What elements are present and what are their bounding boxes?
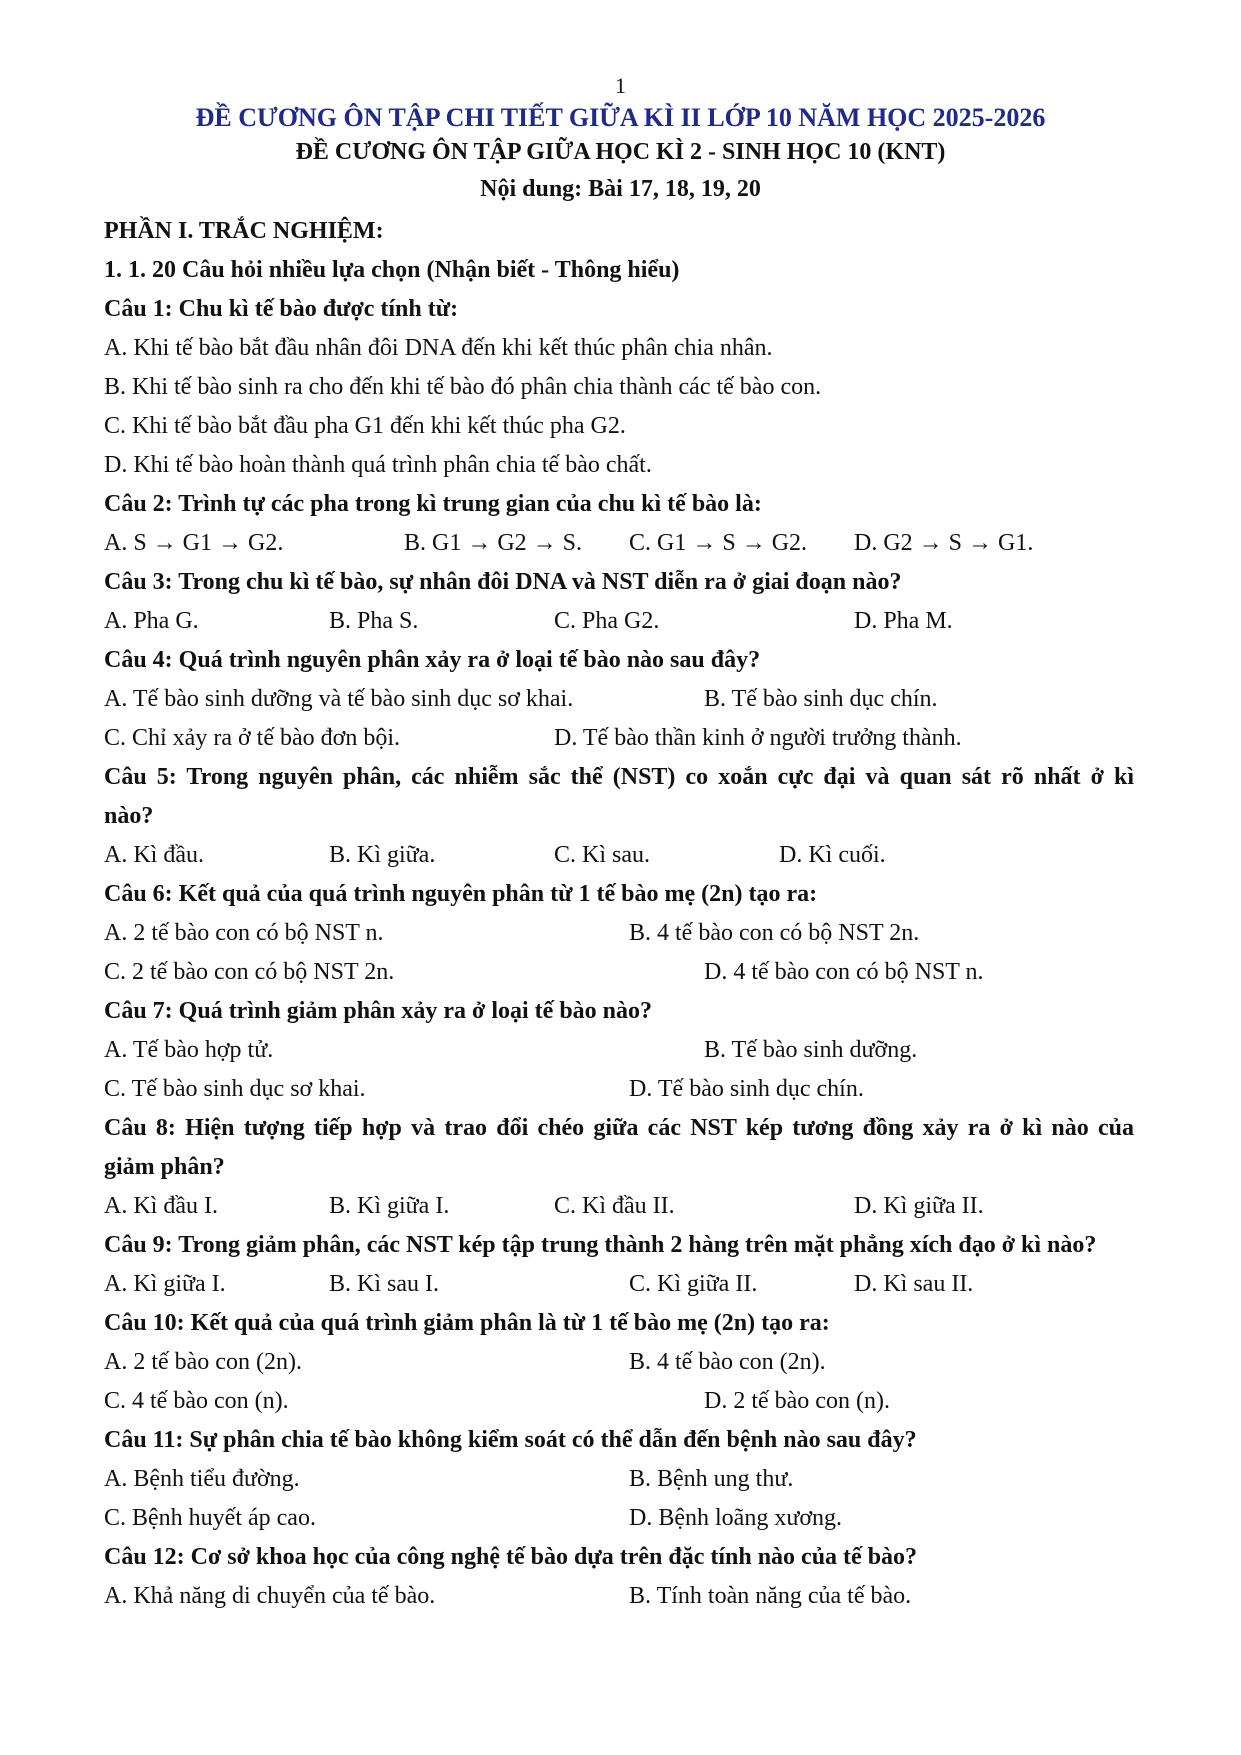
question-10-option-b: B. 4 tế bào con (2n). bbox=[629, 1349, 826, 1375]
question-11-option-c: C. Bệnh huyết áp cao. bbox=[104, 1505, 316, 1531]
question-11-option-d: D. Bệnh loãng xương. bbox=[629, 1505, 843, 1531]
question-12-option-a: A. Khả năng di chuyển của tế bào. bbox=[104, 1583, 436, 1609]
question-2-option-a: A. S → G1 → G2. bbox=[104, 530, 284, 556]
question-5-stem-line1: Câu 5: Trong nguyên phân, các nhiễm sắc thể (NST) co xoắn cực đại và quan sát rõ nhất ở kì bbox=[104, 764, 1134, 790]
question-7-option-d: D. Tế bào sinh dục chín. bbox=[629, 1076, 864, 1102]
question-9-options bbox=[104, 1265, 1134, 1304]
question-9-stem: Câu 9: Trong giảm phân, các NST kép tập trung thành 2 hàng trên mặt phẳng xích đạo ở kì nào? bbox=[104, 1232, 1097, 1258]
question-7-options-row2 bbox=[104, 1070, 1134, 1109]
question-10-option-d: D. 2 tế bào con (n). bbox=[704, 1388, 890, 1414]
question-12-options-row1 bbox=[104, 1577, 1134, 1616]
question-11-stem: Câu 11: Sự phân chia tế bào không kiểm soát có thể dẫn đến bệnh nào sau đây? bbox=[104, 1427, 917, 1453]
question-12-stem: Câu 12: Cơ sở khoa học của công nghệ tế bào dựa trên đặc tính nào của tế bào? bbox=[104, 1544, 918, 1570]
question-5-option-d: D. Kì cuối. bbox=[779, 842, 886, 868]
question-1-stem: Câu 1: Chu kì tế bào được tính từ: bbox=[104, 296, 459, 322]
question-5-option-b: B. Kì giữa. bbox=[329, 842, 436, 868]
question-4-option-a: A. Tế bào sinh dưỡng và tế bào sinh dục sơ khai. bbox=[104, 686, 574, 712]
question-4-options-row1 bbox=[104, 680, 1134, 719]
question-3-option-b: B. Pha S. bbox=[329, 608, 419, 634]
document-subtitle: ĐỀ CƯƠNG ÔN TẬP GIỮA HỌC KÌ 2 - SINH HỌC 10 (KNT) bbox=[295, 139, 946, 165]
question-7-option-c: C. Tế bào sinh dục sơ khai. bbox=[104, 1076, 366, 1102]
question-10-options-row2 bbox=[104, 1382, 1134, 1421]
question-4-options-row2 bbox=[104, 719, 1134, 758]
question-5-stem-line2: nào? bbox=[104, 803, 154, 829]
question-11-option-b: B. Bệnh ung thư. bbox=[629, 1466, 794, 1492]
question-6-stem: Câu 6: Kết quả của quá trình nguyên phân từ 1 tế bào mẹ (2n) tạo ra: bbox=[104, 881, 818, 907]
question-10-stem: Câu 10: Kết quả của quá trình giảm phân là từ 1 tế bào mẹ (2n) tạo ra: bbox=[104, 1310, 830, 1336]
question-12-option-b: B. Tính toàn năng của tế bào. bbox=[629, 1583, 912, 1609]
question-3-stem: Câu 3: Trong chu kì tế bào, sự nhân đôi DNA và NST diễn ra ở giai đoạn nào? bbox=[104, 569, 902, 595]
question-8-option-c: C. Kì đầu II. bbox=[554, 1193, 675, 1219]
question-9-option-b: B. Kì sau I. bbox=[329, 1271, 439, 1297]
question-10-option-c: C. 4 tế bào con (n). bbox=[104, 1388, 289, 1414]
document-body bbox=[104, 212, 1134, 1616]
question-2-options bbox=[104, 524, 1134, 563]
question-7-option-a: A. Tế bào hợp tử. bbox=[104, 1037, 274, 1063]
question-1-option-a: A. Khi tế bào bắt đầu nhân đôi DNA đến khi kết thúc phân chia nhân. bbox=[104, 335, 773, 361]
question-1-option-b: B. Khi tế bào sinh ra cho đến khi tế bào đó phân chia thành các tế bào con. bbox=[104, 374, 822, 400]
subpart-heading: 1. 1. 20 Câu hỏi nhiều lựa chọn (Nhận biết - Thông hiểu) bbox=[104, 257, 680, 283]
question-11-option-a: A. Bệnh tiểu đường. bbox=[104, 1466, 300, 1492]
question-10-options-row1 bbox=[104, 1343, 1134, 1382]
question-8-option-b: B. Kì giữa I. bbox=[329, 1193, 450, 1219]
content-scope: Nội dung: Bài 17, 18, 19, 20 bbox=[480, 176, 761, 202]
question-3-option-d: D. Pha M. bbox=[854, 608, 953, 634]
question-4-option-b: B. Tế bào sinh dục chín. bbox=[704, 686, 938, 712]
question-6-option-d: D. 4 tế bào con có bộ NST n. bbox=[704, 959, 984, 985]
question-2-option-b: B. G1 → G2 → S. bbox=[404, 530, 583, 556]
document-title: ĐỀ CƯƠNG ÔN TẬP CHI TIẾT GIỮA KÌ II LỚP 10 NĂM HỌC 2025-2026 bbox=[195, 103, 1046, 132]
question-7-options-row1 bbox=[104, 1031, 1134, 1070]
question-3-option-a: A. Pha G. bbox=[104, 608, 199, 634]
question-3-options bbox=[104, 602, 1134, 641]
question-4-stem: Câu 4: Quá trình nguyên phân xảy ra ở loại tế bào nào sau đây? bbox=[104, 647, 761, 673]
question-6-option-a: A. 2 tế bào con có bộ NST n. bbox=[104, 920, 384, 946]
question-9-option-d: D. Kì sau II. bbox=[854, 1271, 974, 1297]
question-7-stem: Câu 7: Quá trình giảm phân xảy ra ở loại tế bào nào? bbox=[104, 998, 653, 1024]
question-2-option-d: D. G2 → S → G1. bbox=[854, 530, 1034, 556]
question-8-stem-line2: giảm phân? bbox=[104, 1154, 225, 1180]
question-6-option-c: C. 2 tế bào con có bộ NST 2n. bbox=[104, 959, 395, 985]
question-11-options-row2 bbox=[104, 1499, 1134, 1538]
question-2-option-c: C. G1 → S → G2. bbox=[629, 530, 808, 556]
question-9-option-c: C. Kì giữa II. bbox=[629, 1271, 758, 1297]
question-3-option-c: C. Pha G2. bbox=[554, 608, 660, 634]
question-8-stem-line1: Câu 8: Hiện tượng tiếp hợp và trao đổi chéo giữa các NST kép tương đồng xảy ra ở kì nào của bbox=[104, 1115, 1134, 1141]
question-6-option-b: B. 4 tế bào con có bộ NST 2n. bbox=[629, 920, 920, 946]
question-5-option-c: C. Kì sau. bbox=[554, 842, 650, 868]
question-5-option-a: A. Kì đầu. bbox=[104, 842, 204, 868]
page-number: 1 bbox=[615, 73, 626, 98]
question-2-stem: Câu 2: Trình tự các pha trong kì trung gian của chu kì tế bào là: bbox=[104, 491, 762, 517]
question-4-option-c: C. Chỉ xảy ra ở tế bào đơn bội. bbox=[104, 725, 401, 751]
question-6-options-row1 bbox=[104, 914, 1134, 953]
question-8-options bbox=[104, 1187, 1134, 1226]
question-1-option-d: D. Khi tế bào hoàn thành quá trình phân chia tế bào chất. bbox=[104, 452, 652, 478]
question-9-option-a: A. Kì giữa I. bbox=[104, 1271, 226, 1297]
question-8-option-a: A. Kì đầu I. bbox=[104, 1193, 218, 1219]
part-heading: PHẦN I. TRẮC NGHIỆM: bbox=[104, 218, 384, 244]
question-8-option-d: D. Kì giữa II. bbox=[854, 1193, 984, 1219]
question-11-options-row1 bbox=[104, 1460, 1134, 1499]
question-4-option-d: D. Tế bào thần kinh ở người trưởng thành. bbox=[554, 725, 962, 751]
question-10-option-a: A. 2 tế bào con (2n). bbox=[104, 1349, 302, 1375]
question-5-options bbox=[104, 836, 1134, 875]
question-6-options-row2 bbox=[104, 953, 1134, 992]
question-7-option-b: B. Tế bào sinh dưỡng. bbox=[704, 1037, 918, 1063]
question-1-option-c: C. Khi tế bào bắt đầu pha G1 đến khi kết thúc pha G2. bbox=[104, 413, 626, 439]
